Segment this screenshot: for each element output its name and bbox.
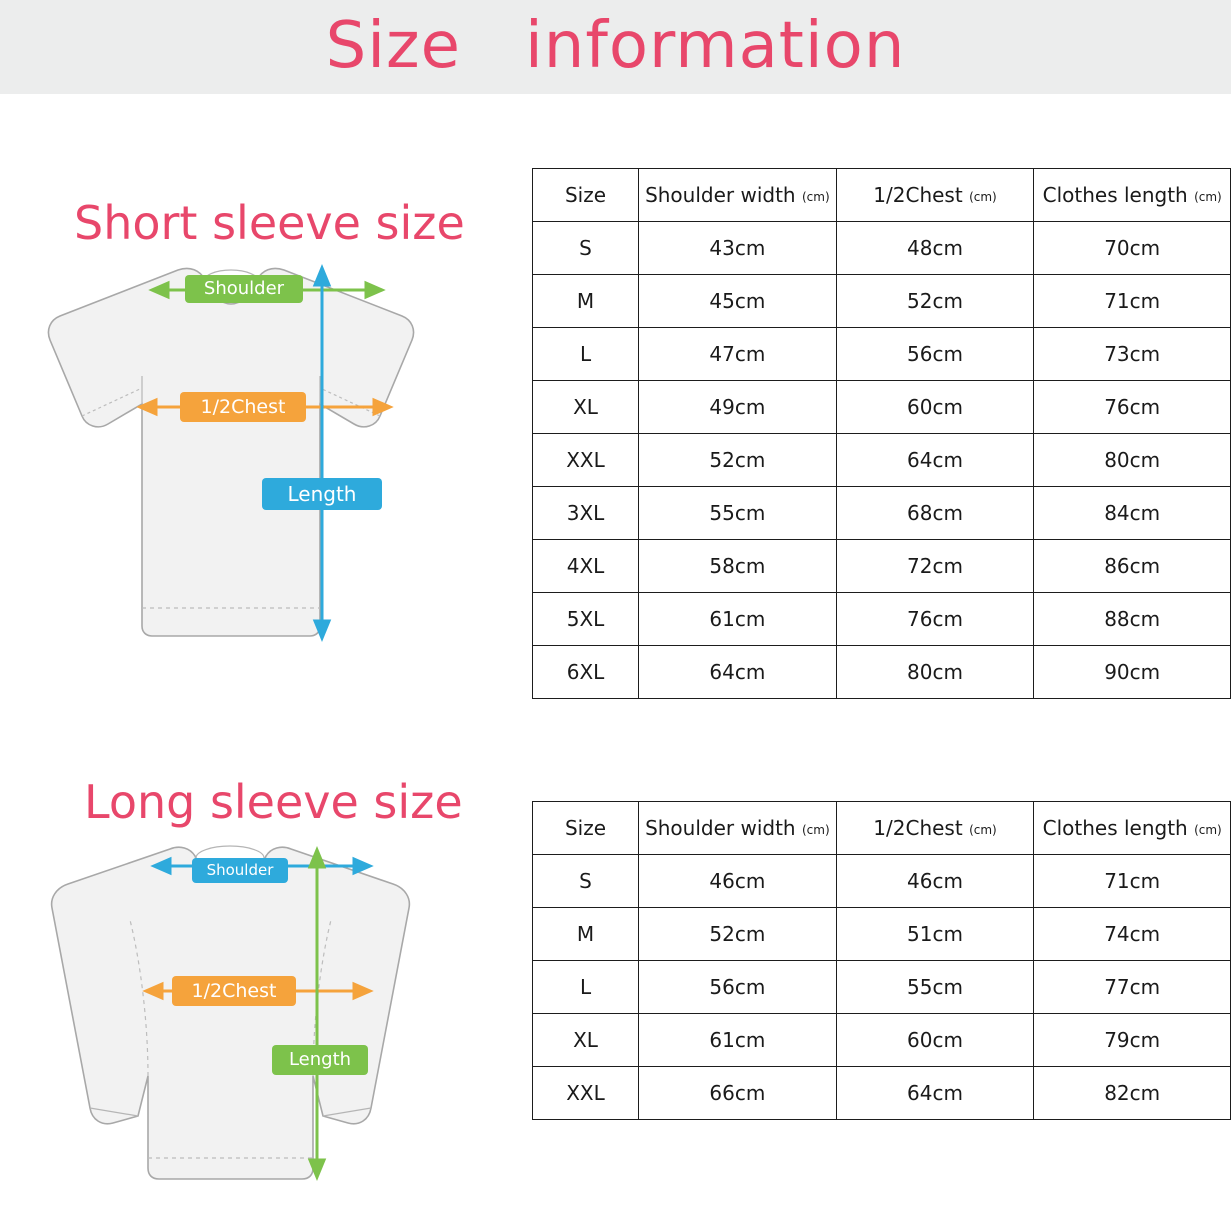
cell-length: 71cm bbox=[1034, 275, 1231, 328]
header-chest-text: 1/2Chest bbox=[873, 183, 963, 207]
cell-length: 86cm bbox=[1034, 540, 1231, 593]
cell-shoulder: 58cm bbox=[639, 540, 837, 593]
cell-shoulder: 61cm bbox=[639, 593, 837, 646]
short-sleeve-size-table bbox=[532, 168, 1231, 699]
header-shoulder-text: Shoulder width bbox=[645, 816, 796, 840]
cell-chest: 60cm bbox=[836, 1014, 1034, 1067]
short-chest-label: 1/2Chest bbox=[180, 392, 306, 422]
cell-chest: 48cm bbox=[836, 222, 1034, 275]
long-chest-label: 1/2Chest bbox=[172, 976, 296, 1006]
cell-shoulder: 47cm bbox=[639, 328, 837, 381]
cell-chest: 60cm bbox=[836, 381, 1034, 434]
table-row bbox=[533, 961, 1231, 1014]
table-row bbox=[533, 275, 1231, 328]
table-row bbox=[533, 222, 1231, 275]
cell-chest: 46cm bbox=[836, 855, 1034, 908]
cell-shoulder: 56cm bbox=[639, 961, 837, 1014]
header-chest-unit: (cm) bbox=[969, 190, 997, 204]
table-header-row bbox=[533, 802, 1231, 855]
cell-length: 76cm bbox=[1034, 381, 1231, 434]
long-sleeve-illustration bbox=[20, 840, 520, 1205]
header-clothes-length bbox=[1034, 802, 1231, 855]
table-row bbox=[533, 908, 1231, 961]
table-row bbox=[533, 855, 1231, 908]
header-length-unit: (cm) bbox=[1194, 190, 1222, 204]
cell-shoulder: 52cm bbox=[639, 434, 837, 487]
cell-size: 3XL bbox=[533, 487, 639, 540]
header-shoulder-width bbox=[639, 802, 837, 855]
cell-shoulder: 46cm bbox=[639, 855, 837, 908]
cell-chest: 72cm bbox=[836, 540, 1034, 593]
table-header-row bbox=[533, 169, 1231, 222]
table-row bbox=[533, 381, 1231, 434]
table-row bbox=[533, 434, 1231, 487]
cell-size: XL bbox=[533, 381, 639, 434]
table-row bbox=[533, 1014, 1231, 1067]
header-size: Size bbox=[533, 802, 639, 855]
cell-shoulder: 66cm bbox=[639, 1067, 837, 1120]
cell-chest: 68cm bbox=[836, 487, 1034, 540]
cell-size: XXL bbox=[533, 1067, 639, 1120]
cell-length: 77cm bbox=[1034, 961, 1231, 1014]
cell-size: S bbox=[533, 855, 639, 908]
cell-length: 84cm bbox=[1034, 487, 1231, 540]
table-row bbox=[533, 540, 1231, 593]
long-sleeve-diagram bbox=[20, 840, 520, 1205]
cell-size: 4XL bbox=[533, 540, 639, 593]
short-sleeve-illustration bbox=[20, 258, 520, 658]
cell-length: 82cm bbox=[1034, 1067, 1231, 1120]
cell-shoulder: 49cm bbox=[639, 381, 837, 434]
cell-shoulder: 52cm bbox=[639, 908, 837, 961]
cell-chest: 64cm bbox=[836, 434, 1034, 487]
cell-length: 90cm bbox=[1034, 646, 1231, 699]
cell-length: 88cm bbox=[1034, 593, 1231, 646]
page-title: Size information bbox=[325, 9, 906, 83]
header-length-unit: (cm) bbox=[1194, 823, 1222, 837]
header-half-chest bbox=[836, 802, 1034, 855]
cell-chest: 76cm bbox=[836, 593, 1034, 646]
header-length-text: Clothes length bbox=[1042, 183, 1188, 207]
cell-length: 71cm bbox=[1034, 855, 1231, 908]
cell-length: 74cm bbox=[1034, 908, 1231, 961]
cell-chest: 64cm bbox=[836, 1067, 1034, 1120]
cell-size: L bbox=[533, 328, 639, 381]
cell-chest: 55cm bbox=[836, 961, 1034, 1014]
long-sleeve-size-table bbox=[532, 801, 1231, 1120]
header-shoulder-unit: (cm) bbox=[801, 190, 830, 204]
cell-chest: 80cm bbox=[836, 646, 1034, 699]
cell-chest: 56cm bbox=[836, 328, 1034, 381]
header-chest-text: 1/2Chest bbox=[873, 816, 963, 840]
cell-size: 6XL bbox=[533, 646, 639, 699]
long-shoulder-label: Shoulder bbox=[192, 858, 288, 883]
table-row bbox=[533, 593, 1231, 646]
cell-size: XL bbox=[533, 1014, 639, 1067]
short-length-label: Length bbox=[262, 478, 382, 510]
table-row bbox=[533, 1067, 1231, 1120]
header-size: Size bbox=[533, 169, 639, 222]
cell-shoulder: 43cm bbox=[639, 222, 837, 275]
cell-size: S bbox=[533, 222, 639, 275]
header-length-text: Clothes length bbox=[1042, 816, 1188, 840]
short-sleeve-section-title: Short sleeve size bbox=[74, 196, 465, 250]
long-sleeve-section-title: Long sleeve size bbox=[84, 775, 463, 829]
cell-length: 79cm bbox=[1034, 1014, 1231, 1067]
header-shoulder-unit: (cm) bbox=[801, 823, 830, 837]
long-length-label: Length bbox=[272, 1045, 368, 1075]
header-half-chest bbox=[836, 169, 1034, 222]
cell-size: 5XL bbox=[533, 593, 639, 646]
short-sleeve-diagram bbox=[20, 258, 520, 658]
cell-size: M bbox=[533, 908, 639, 961]
cell-size: XXL bbox=[533, 434, 639, 487]
cell-shoulder: 55cm bbox=[639, 487, 837, 540]
cell-length: 80cm bbox=[1034, 434, 1231, 487]
cell-chest: 51cm bbox=[836, 908, 1034, 961]
header-clothes-length bbox=[1034, 169, 1231, 222]
cell-shoulder: 64cm bbox=[639, 646, 837, 699]
cell-chest: 52cm bbox=[836, 275, 1034, 328]
short-shoulder-label: Shoulder bbox=[185, 275, 303, 303]
header-shoulder-width bbox=[639, 169, 837, 222]
cell-size: L bbox=[533, 961, 639, 1014]
header-chest-unit: (cm) bbox=[969, 823, 997, 837]
table-row bbox=[533, 646, 1231, 699]
cell-size: M bbox=[533, 275, 639, 328]
cell-length: 70cm bbox=[1034, 222, 1231, 275]
cell-shoulder: 61cm bbox=[639, 1014, 837, 1067]
cell-shoulder: 45cm bbox=[639, 275, 837, 328]
table-row bbox=[533, 487, 1231, 540]
header-shoulder-text: Shoulder width bbox=[645, 183, 796, 207]
cell-length: 73cm bbox=[1034, 328, 1231, 381]
table-row bbox=[533, 328, 1231, 381]
